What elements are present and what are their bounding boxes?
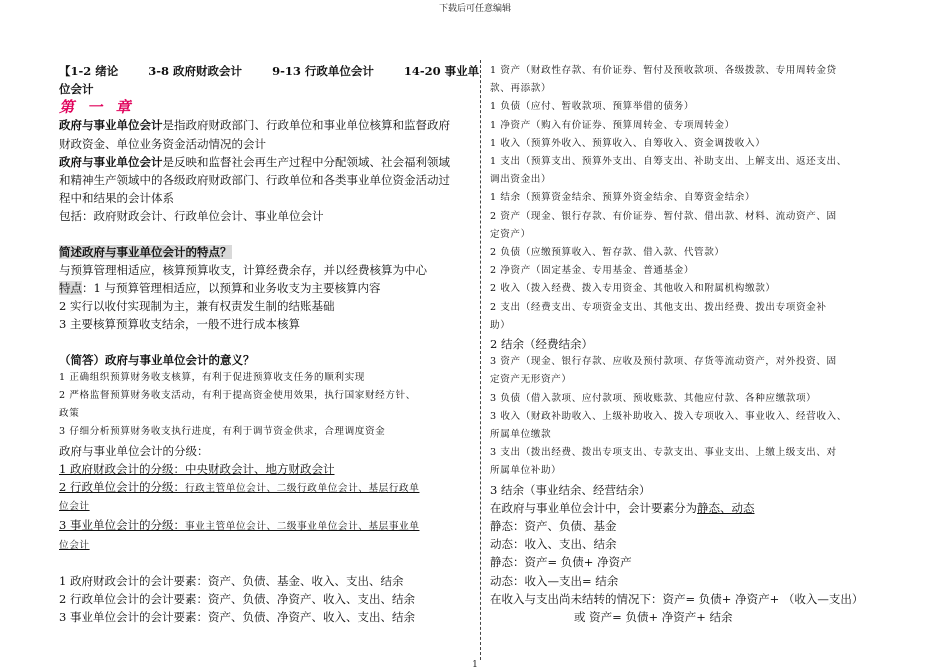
right-line-r3: 1 净资产（购入有价证券、预算周转金、专项周转金）	[490, 119, 735, 131]
features-heading-text: 简述政府与事业单位会计的特点？	[59, 244, 232, 259]
definition-1-text: 是指政府财政部门、行政单位和事业单位核算和监督政府	[162, 118, 450, 133]
index-item-intro: 【1-2 绪论	[59, 64, 119, 78]
features-line-1: 与预算管理相适应，核算预算收支，计算经费余存，并以经费核算为中心	[59, 262, 427, 277]
definition-1-term: 政府与事业单位会计	[59, 118, 163, 133]
column-divider	[480, 60, 481, 660]
chapter-title: 第 一 章	[59, 98, 135, 117]
right-line-r5b: 调出资金出）	[490, 174, 552, 186]
levels-item-3-label: 3 事业单位会计的分级：	[59, 518, 185, 533]
meaning-item-3: 3 仔细分析预算财务收支执行进度，有利于调节资金供求，合理调度资金	[59, 426, 386, 438]
definition-1-line-1	[59, 116, 471, 134]
right-line-r14: 3 负债（借入款项、应付款项、预收账款、其他应付款、各种应缴款项）	[490, 392, 817, 404]
right-line-r8: 2 负债（应缴预算收入、暂存款、借入款、代管款）	[490, 247, 725, 259]
right-line-r24: 或 资产= 负债+ 净资产+ 结余	[574, 610, 733, 625]
elements-classification-terms: 静态、动态	[697, 500, 755, 515]
index-item-institution: 14-20 事业单	[403, 64, 480, 78]
features-line-2	[59, 279, 471, 297]
right-column	[490, 62, 902, 626]
index-item-admin: 9-13 行政单位会计	[272, 64, 374, 78]
levels-heading: 政府与事业单位会计的分级：	[59, 443, 209, 458]
right-line-r11b: 助）	[490, 319, 511, 331]
definition-1-line-2: 财政资金、单位业务资金活动情况的会计	[59, 136, 266, 151]
levels-item-1: 1 政府财政会计的分级：中央财政会计、地方财政会计	[59, 461, 335, 476]
right-line-r10: 2 收入（拨入经费、拨入专用资金、其他收入和附属机构缴款）	[490, 283, 776, 295]
right-line-r21: 静态：资产= 负债+ 净资产	[490, 555, 632, 570]
right-line-r22: 动态：收入—支出= 结余	[490, 573, 619, 588]
right-line-r17: 3 结余（事业结余、经营结余）	[490, 482, 651, 497]
levels-item-2-cont: 位会计	[59, 501, 90, 513]
right-line-r1b: 款、再添款）	[490, 83, 552, 95]
right-line-r16a: 3 支出（拨出经费、拨出专项支出、专款支出、事业支出、上缴上级支出、对	[490, 447, 837, 459]
levels-item-2	[59, 478, 471, 498]
right-line-r13b: 定资产无形资产）	[490, 374, 572, 386]
elements-item-1: 1 政府财政会计的会计要素：资产、负债、基金、收入、支出、结余	[59, 573, 404, 588]
right-line-r23: 在收入与支出尚未结转的情况下：资产= 负债+ 净资产+ （收入—支出）	[490, 591, 864, 606]
right-line-r7b: 定资产）	[490, 228, 531, 240]
levels-item-3	[59, 516, 471, 536]
definition-2-line-1	[59, 153, 471, 171]
right-line-r2: 1 负债（应付、暂收款项、预算举借的债务）	[490, 101, 695, 113]
right-line-r6: 1 结余（预算资金结余、预算外资金结余、自筹资金结余）	[490, 192, 756, 204]
elements-item-3: 3 事业单位会计的会计要素：资产、负债、净资产、收入、支出、结余	[59, 610, 415, 625]
levels-item-2-text: 行政主管单位会计、二级行政单位会计、基层行政单	[184, 483, 420, 495]
features-heading	[59, 243, 471, 261]
chapter-index-header-cont: 位会计	[59, 82, 94, 97]
right-line-r12: 2 结余（经费结余）	[490, 337, 593, 352]
right-line-r13a: 3 资产（现金、银行存款、应收及预付款项、存货等流动资产，对外投资、固	[490, 356, 837, 368]
top-download-note: 下载后可任意编辑	[438, 4, 511, 14]
right-line-r1a: 1 资产（财政性存款、有价证券、暂付及预收款项、各级拨款、专用周转金贷	[490, 65, 837, 76]
meaning-item-1: 1 正确组织预算财务收支核算，有利于促进预算收支任务的顺利实现	[59, 371, 365, 383]
right-line-r5a: 1 支出（预算支出、预算外支出、自筹支出、补助支出、上解支出、返还支出、	[490, 156, 847, 168]
elements-item-2: 2 行政单位会计的会计要素：资产、负债、净资产、收入、支出、结余	[59, 592, 415, 607]
meaning-heading: （简答）政府与事业单位会计的意义？	[59, 352, 255, 367]
right-line-r11a: 2 支出（经费支出、专项资金支出、其他支出、拨出经费、拨出专项资金补	[490, 301, 827, 313]
features-line-3: 2 实行以收付实现制为主，兼有权责发生制的结账基础	[59, 299, 335, 314]
right-line-r7a: 2 资产（现金、银行存款、有价证券、暂付款、借出款、材料、流动资产、固	[490, 210, 837, 222]
definition-2-line-3: 程中和结果的会计体系	[59, 191, 174, 206]
levels-item-3-cont: 位会计	[59, 539, 90, 551]
levels-item-2-label: 2 行政单位会计的分级：	[59, 480, 185, 495]
right-line-r15a: 3 收入（财政补助收入、上级补助收入、拨入专项收入、事业收入、经营收入、	[490, 410, 847, 422]
definition-2-text: 是反映和监督社会再生产过程中分配领域、社会福利领域	[162, 154, 450, 169]
right-line-r18	[490, 499, 902, 517]
features-item-1: ：1 与预算管理相适应，以预算和业务收支为主要核算内容	[82, 281, 381, 296]
chapter-index-header	[59, 62, 480, 80]
right-line-r9: 2 净资产（固定基金、专用基金、普通基金）	[490, 265, 695, 277]
definition-2-term: 政府与事业单位会计	[59, 154, 163, 169]
right-line-r19: 静态：资产、负债、基金	[490, 519, 617, 534]
right-line-r20: 动态：收入、支出、结余	[490, 537, 617, 552]
left-column	[59, 62, 480, 626]
elements-classification-text: 在政府与事业单位会计中，会计要素分为	[490, 500, 697, 515]
right-line-r15b: 所属单位缴款	[490, 429, 552, 441]
includes-line: 包括：政府财政会计、行政单位会计、事业单位会计	[59, 209, 324, 224]
features-line-4: 3 主要核算预算收支结余，一般不进行成本核算	[59, 317, 300, 332]
features-label: 特点	[59, 281, 82, 296]
page-number: 1	[472, 660, 478, 670]
definition-2-line-2: 和精神生产领域中的各级政府财政部门、行政单位和各类事业单位资金活动过	[59, 173, 450, 188]
right-line-r16b: 所属单位补助）	[490, 465, 562, 477]
levels-item-3-text: 事业主管单位会计、二级事业单位会计、基层事业单	[184, 521, 420, 533]
right-line-r4: 1 收入（预算外收入、预算收入、自筹收入、资金调拨收入）	[490, 137, 766, 149]
meaning-item-2a: 2 严格监督预算财务收支活动，有利于提高资金使用效果，执行国家财经方针、	[59, 390, 416, 402]
index-item-finance: 3-8 政府财政会计	[148, 64, 243, 78]
meaning-item-2b: 政策	[59, 408, 80, 420]
